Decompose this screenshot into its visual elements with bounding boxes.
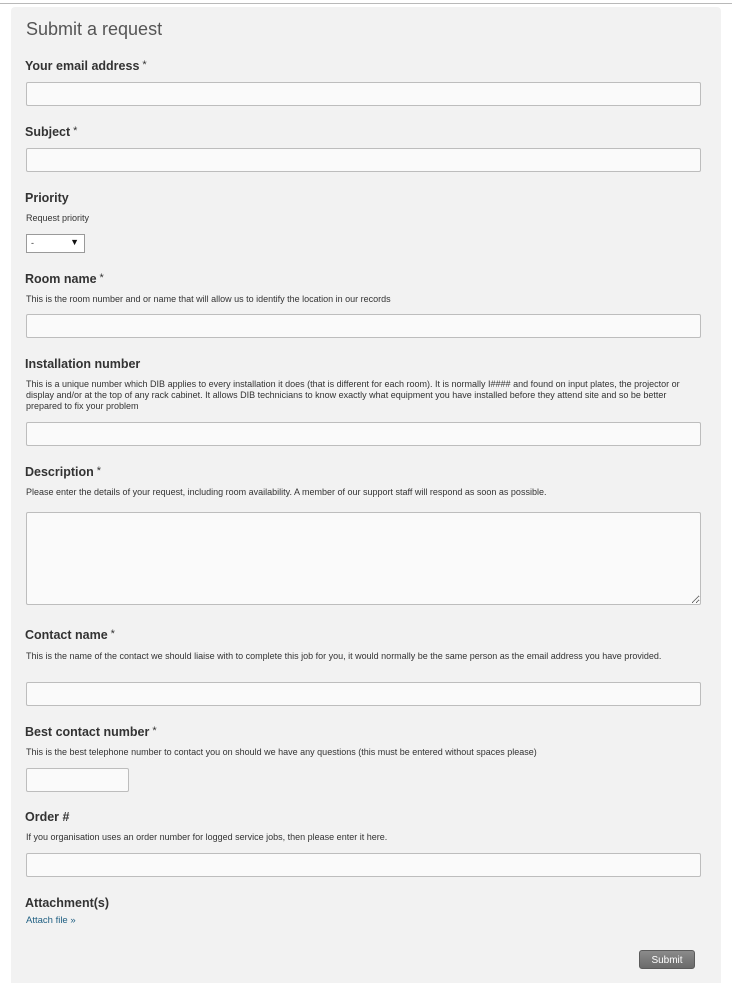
priority-select[interactable] (26, 234, 85, 253)
required-mark: * (73, 125, 78, 137)
contact-number-help: This is the best telephone number to contact you on should we have any questions (this must be entered without spaces please) (26, 747, 537, 757)
required-mark: * (110, 628, 115, 640)
contact-number-label-text: Best contact number (25, 725, 150, 739)
installation-number-field[interactable] (26, 422, 701, 446)
order-number-help: If you organisation uses an order number for logged service jobs, then please enter it here. (26, 832, 388, 842)
subject-label (25, 125, 77, 139)
installation-number-label-text: Installation number (25, 357, 141, 371)
contact-name-help: This is the name of the contact we should liaise with to complete this job for you, it would normally be the same person as the email address you have provided. (26, 651, 662, 661)
order-number-label-text: Order # (25, 810, 70, 824)
contact-number-label (25, 725, 157, 739)
description-label (25, 465, 101, 479)
priority-selected-value: - (31, 238, 34, 248)
subject-field[interactable] (26, 148, 701, 172)
subject-label-text: Subject (25, 125, 71, 139)
email-label (25, 59, 147, 73)
attach-file-link[interactable]: Attach file » (26, 915, 76, 926)
email-field[interactable] (26, 82, 701, 106)
required-mark: * (142, 59, 147, 71)
contact-number-field[interactable] (26, 768, 129, 792)
top-border (0, 3, 732, 4)
room-name-label (25, 272, 104, 286)
installation-number-label (25, 357, 140, 371)
priority-label (25, 191, 69, 205)
required-mark: * (96, 465, 102, 477)
installation-number-help: This is a unique number which DIB applies to every installation it does (that is different for each room). It is normally I#### and found on input plates, the projector or display and/or at the top of any rack cabinet. It allows DIB technicians to know exactly what equipment you have installed before they attend site and so be better prepared to fix your problem (26, 379, 680, 411)
room-name-help: This is the room number and or name that will allow us to identify the location in our records (26, 294, 391, 304)
priority-label-text: Priority (25, 191, 69, 205)
email-label-text: Your email address (25, 59, 140, 73)
attachments-label-text: Attachment(s) (25, 896, 110, 910)
contact-name-field[interactable] (26, 682, 701, 706)
description-textarea[interactable] (26, 512, 701, 605)
order-number-label (25, 810, 69, 824)
priority-help: Request priority (26, 213, 90, 223)
room-name-label-text: Room name (25, 272, 97, 286)
request-form-panel (11, 7, 721, 983)
contact-name-label (25, 628, 115, 642)
dropdown-arrow-icon: ▼ (70, 237, 79, 247)
order-number-field[interactable] (26, 853, 701, 877)
attachments-label (25, 896, 109, 910)
contact-name-label-text: Contact name (25, 628, 108, 642)
required-mark: * (99, 272, 104, 284)
submit-button[interactable]: Submit (639, 950, 695, 969)
room-name-field[interactable] (26, 314, 701, 338)
description-label-text: Description (25, 465, 94, 479)
required-mark: * (152, 725, 157, 737)
page-title: Submit a request (26, 19, 163, 39)
description-help: Please enter the details of your request, including room availability. A member of our support staff will respond as soon as possible. (26, 487, 547, 497)
